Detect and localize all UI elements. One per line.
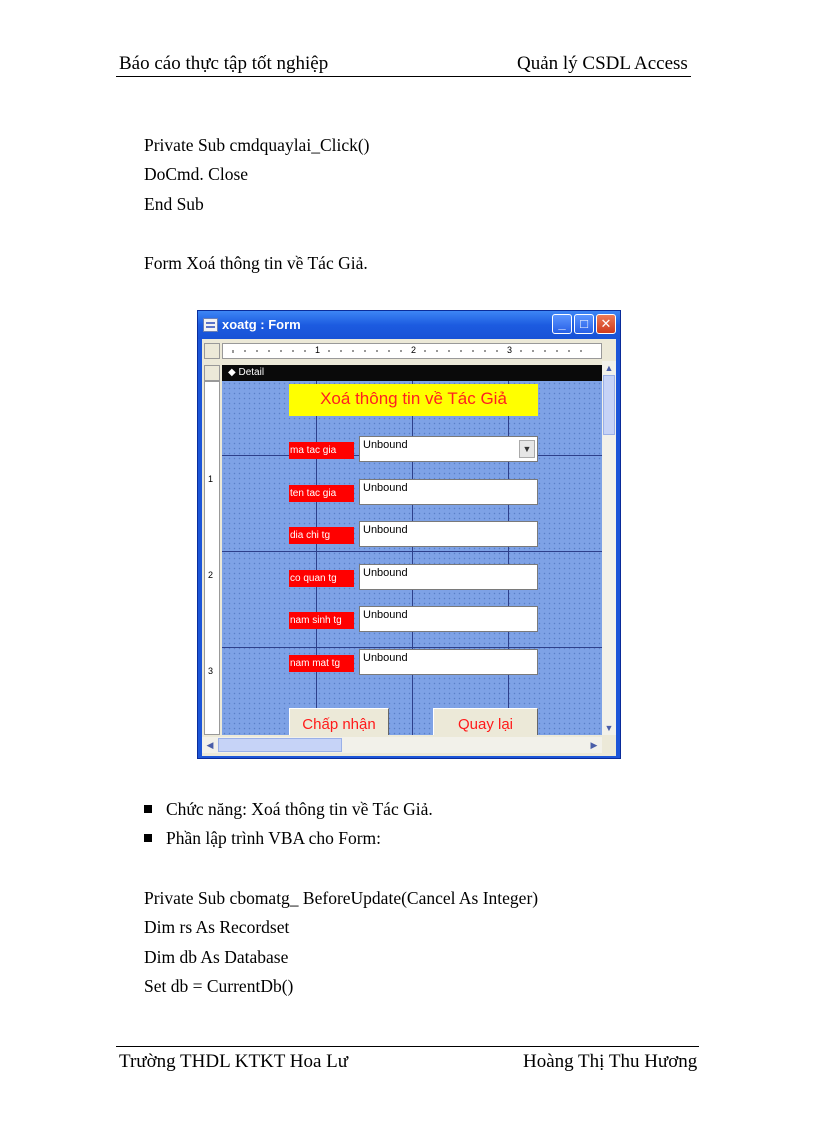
- section-title: Form Xoá thông tin về Tác Giả.: [144, 253, 368, 273]
- scroll-right-icon[interactable]: ▶: [590, 740, 598, 750]
- field-value: Unbound: [363, 482, 408, 494]
- footer-right: Hoàng Thị Thu Hương: [523, 1051, 698, 1072]
- access-form-window: [197, 310, 621, 759]
- header-rule: [116, 76, 691, 77]
- vertical-scroll-thumb[interactable]: [603, 375, 615, 435]
- form-design-grid[interactable]: [222, 381, 602, 735]
- back-button[interactable]: Quay lại: [433, 708, 538, 735]
- scroll-down-icon[interactable]: ▼: [604, 723, 614, 733]
- section-arrow-icon: ◆: [228, 367, 239, 378]
- ruler-mark: 3: [507, 345, 513, 355]
- field-label[interactable]: dia chi tg: [289, 527, 354, 544]
- co-quan-tg-field[interactable]: [359, 564, 538, 590]
- bullet-item: [144, 828, 381, 849]
- ruler-mark: 2: [208, 570, 214, 580]
- field-label[interactable]: nam sinh tg: [289, 612, 354, 629]
- ruler-mark: 3: [208, 666, 214, 676]
- scroll-up-icon[interactable]: ▲: [604, 363, 614, 373]
- horizontal-ruler: [222, 343, 602, 359]
- maximize-icon[interactable]: □: [574, 314, 594, 334]
- ten-tac-gia-field[interactable]: [359, 479, 538, 505]
- scroll-left-icon[interactable]: ◀: [206, 740, 214, 750]
- vertical-scrollbar[interactable]: [602, 361, 616, 735]
- window-titlebar[interactable]: [198, 311, 620, 339]
- horizontal-scroll-thumb[interactable]: [218, 738, 342, 752]
- field-label[interactable]: co quan tg: [289, 570, 354, 587]
- code-line: Private Sub cbomatg_ BeforeUpdate(Cancel As Integer): [144, 888, 539, 908]
- bullet-icon: [144, 834, 152, 842]
- nam-mat-tg-field[interactable]: [359, 649, 538, 675]
- horizontal-scrollbar[interactable]: [202, 737, 602, 753]
- ruler-mark: 2: [411, 345, 417, 355]
- header-right: Quản lý CSDL Access: [517, 53, 688, 74]
- header-left: Báo cáo thực tập tốt nghiệp: [119, 53, 329, 74]
- detail-label: Detail: [238, 367, 265, 378]
- field-label[interactable]: ten tac gia: [289, 485, 354, 502]
- footer-rule: [116, 1046, 699, 1047]
- chevron-down-icon[interactable]: ▼: [519, 440, 535, 458]
- code-line: Dim rs As Recordset: [144, 917, 290, 937]
- bullet-text: Chức năng: Xoá thông tin về Tác Giả.: [166, 799, 433, 819]
- code-line: End Sub: [144, 194, 204, 214]
- grid-line: [316, 381, 317, 735]
- code-line: DoCmd. Close: [144, 164, 249, 184]
- design-area: [202, 339, 616, 756]
- close-icon[interactable]: ✕: [596, 314, 616, 334]
- detail-section-bar[interactable]: [222, 365, 602, 381]
- ruler-mark: 1: [208, 474, 214, 484]
- vertical-ruler: [204, 381, 220, 735]
- grid-line: [508, 381, 509, 735]
- nam-sinh-tg-field[interactable]: [359, 606, 538, 632]
- ruler-corner: [204, 343, 220, 359]
- field-label[interactable]: nam mat tg: [289, 655, 354, 672]
- accept-button[interactable]: Chấp nhận: [289, 708, 389, 735]
- code-line: Dim db As Database: [144, 947, 289, 967]
- footer-left: Trường THDL KTKT Hoa Lư: [119, 1051, 349, 1072]
- bullet-item: [144, 799, 433, 820]
- ma-tac-gia-combo[interactable]: [359, 436, 538, 462]
- bullet-icon: [144, 805, 152, 813]
- field-value: Unbound: [363, 439, 408, 451]
- bullet-text: Phần lập trình VBA cho Form:: [166, 828, 382, 848]
- field-value: Unbound: [363, 609, 408, 621]
- form-icon: [203, 318, 218, 332]
- code-line: Set db = CurrentDb(): [144, 976, 294, 996]
- field-label[interactable]: ma tac gia: [289, 442, 354, 459]
- section-selector[interactable]: [204, 365, 220, 381]
- window-title: xoatg : Form: [222, 317, 301, 332]
- ruler-mark: 1: [315, 345, 321, 355]
- field-value: Unbound: [363, 567, 408, 579]
- form-title-label[interactable]: Xoá thông tin về Tác Giả: [289, 384, 538, 416]
- code-line: Private Sub cmdquaylai_Click(): [144, 135, 370, 155]
- grid-line: [412, 381, 413, 735]
- field-value: Unbound: [363, 524, 408, 536]
- field-value: Unbound: [363, 652, 408, 664]
- minimize-icon[interactable]: _: [552, 314, 572, 334]
- dia-chi-tg-field[interactable]: [359, 521, 538, 547]
